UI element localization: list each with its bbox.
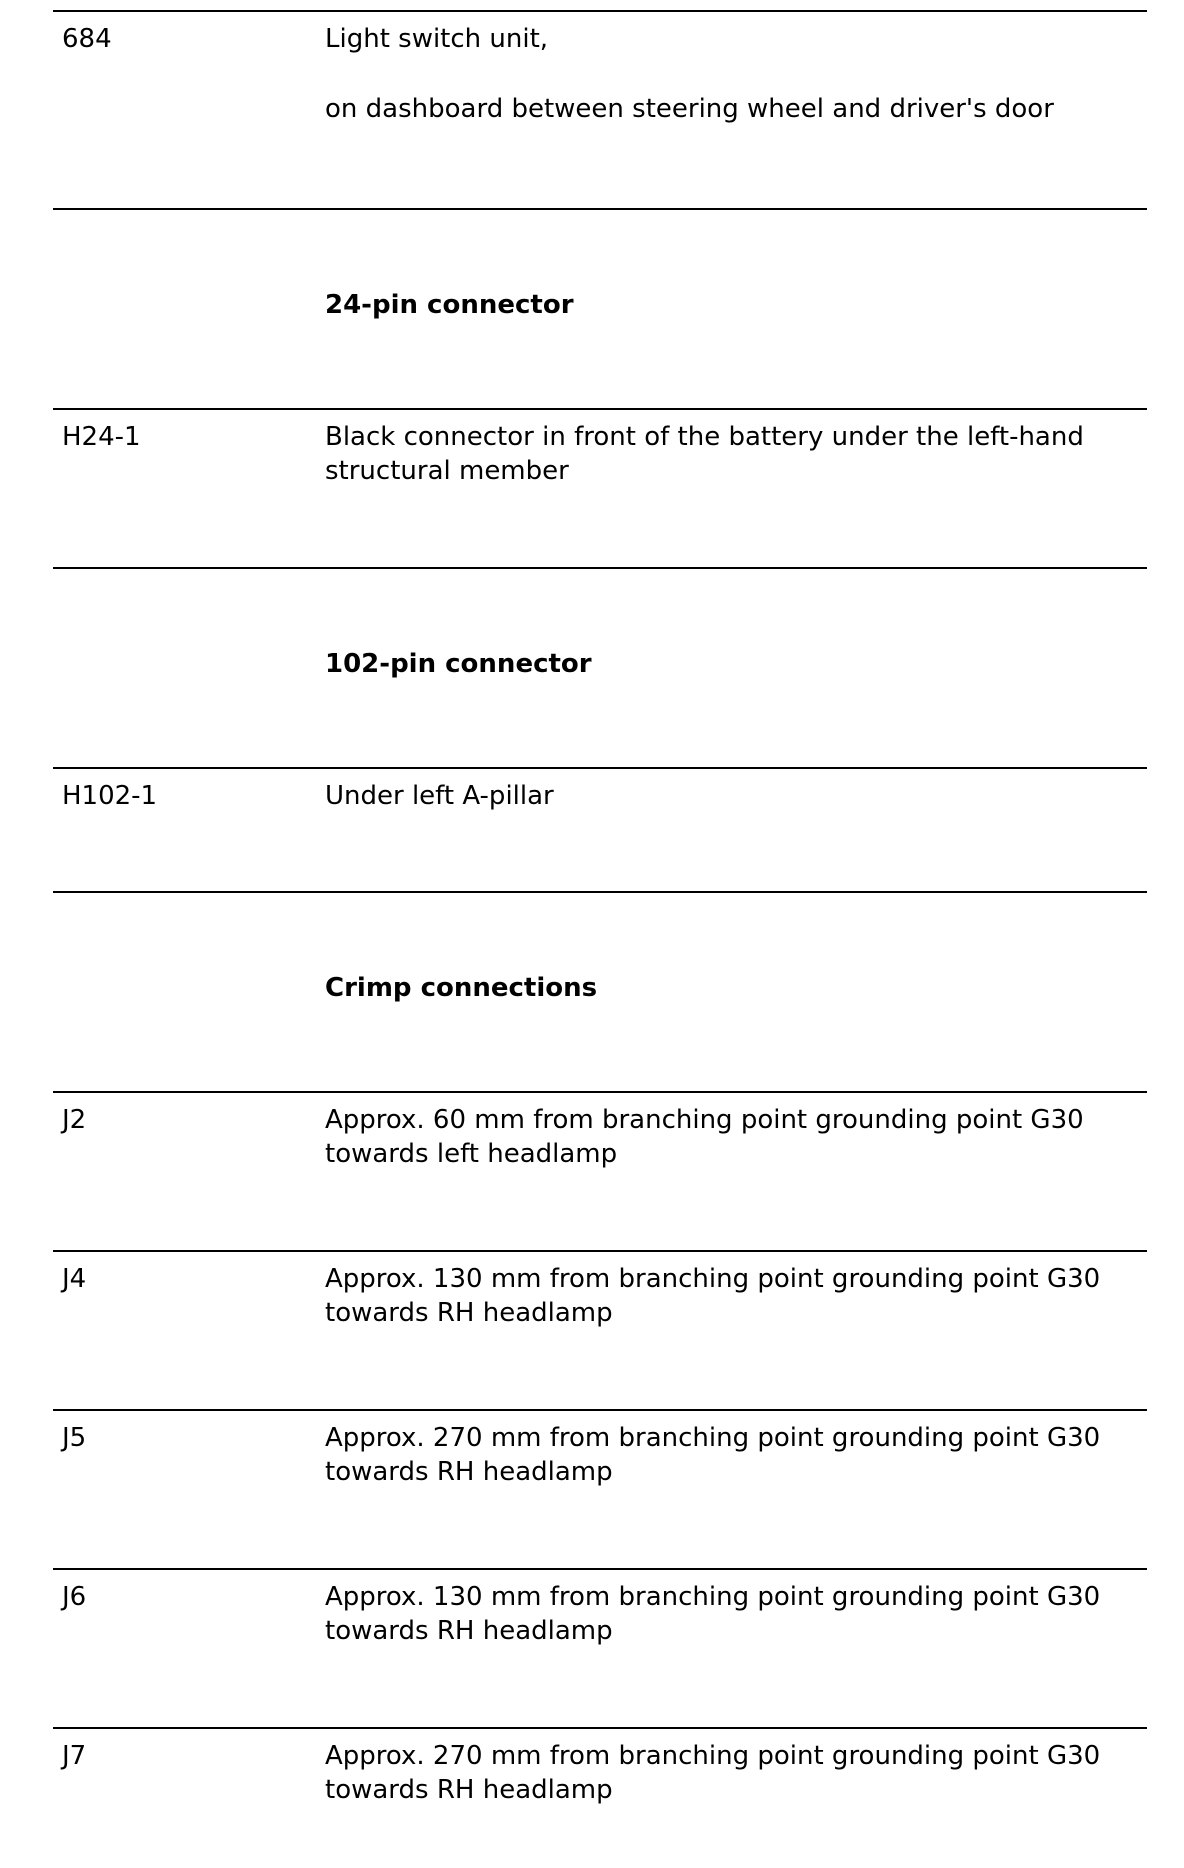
component-code: 684 — [62, 24, 112, 54]
component-description: Approx. 60 mm from branching point grounding point G30 towards left headlamp — [325, 1105, 1084, 1169]
component-description: Under left A-pillar — [325, 781, 554, 811]
table-row — [53, 767, 1147, 892]
component-code: H102-1 — [62, 781, 158, 811]
component-code: J5 — [62, 1423, 87, 1453]
component-code: J6 — [62, 1582, 87, 1612]
component-description: Black connector in front of the battery under the left-hand structural member — [325, 422, 1084, 486]
section-heading: 102-pin connector — [325, 649, 592, 679]
component-description — [325, 22, 1125, 126]
table-row — [53, 1568, 1147, 1728]
table-row — [53, 208, 1147, 409]
component-code: H24-1 — [62, 422, 141, 452]
component-code: J2 — [62, 1105, 87, 1135]
component-description: Approx. 130 mm from branching point grounding point G30 towards RH headlamp — [325, 1264, 1101, 1328]
section-heading: Crimp connections — [325, 973, 598, 1003]
table-row — [53, 1409, 1147, 1569]
component-description: Approx. 270 mm from branching point grounding point G30 towards RH headlamp — [325, 1423, 1101, 1487]
table-row — [53, 1250, 1147, 1410]
component-description: Approx. 130 mm from branching point grounding point G30 towards RH headlamp — [325, 1582, 1101, 1646]
table-row — [53, 408, 1147, 568]
table-row — [53, 1727, 1147, 1859]
table-row — [53, 567, 1147, 768]
description-line: on dashboard between steering wheel and driver's door — [325, 94, 1054, 124]
description-line: Light switch unit, — [325, 24, 549, 54]
table-row — [53, 10, 1147, 209]
component-code: J4 — [62, 1264, 87, 1294]
section-heading: 24-pin connector — [325, 290, 574, 320]
component-code: J7 — [62, 1741, 87, 1771]
component-description: Approx. 270 mm from branching point grounding point G30 towards RH headlamp — [325, 1741, 1101, 1805]
table-row — [53, 891, 1147, 1092]
table-row — [53, 1091, 1147, 1251]
